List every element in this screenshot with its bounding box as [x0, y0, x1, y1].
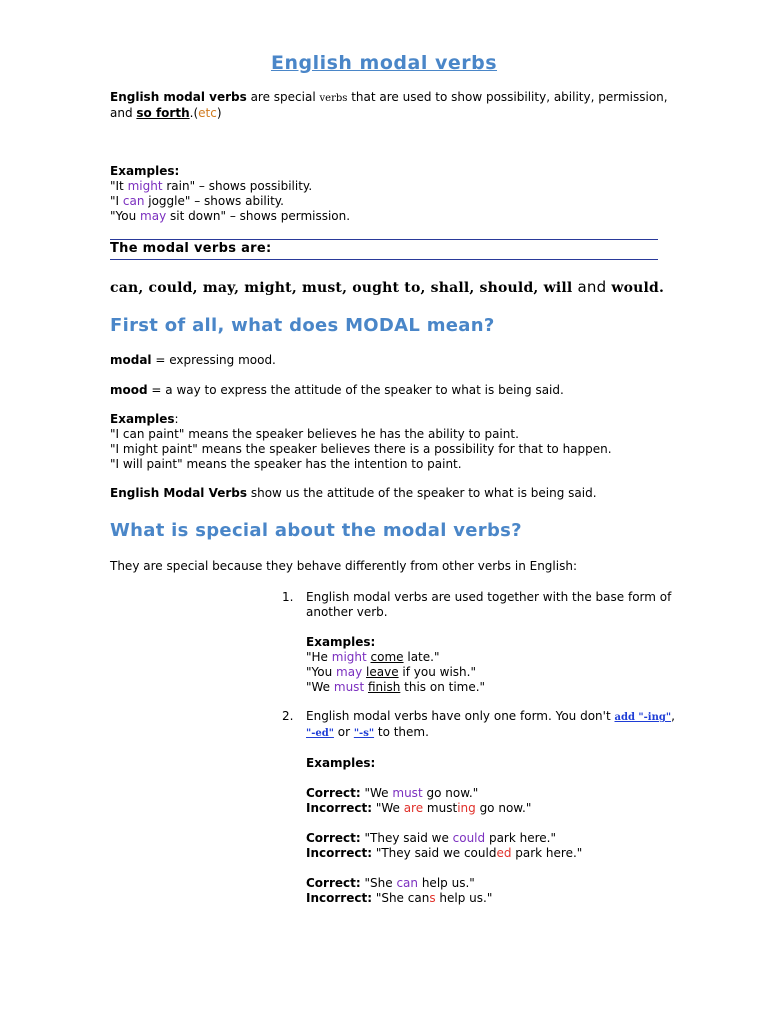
modal-word: may: [336, 665, 363, 679]
incorrect-example: Incorrect: "She cans help us.": [306, 891, 493, 905]
list-number: 1.: [282, 590, 294, 604]
section-heading-modal: First of all, what does MODAL mean?: [110, 315, 495, 336]
error-suffix: ing: [457, 801, 476, 815]
s-link[interactable]: "-s": [353, 728, 375, 739]
summary-text: show us the attitude of the speaker to what is being said.: [247, 486, 597, 500]
example-line: "You may sit down" – shows permission.: [110, 209, 351, 223]
modal-definition: [110, 353, 670, 368]
mood-def-text: = a way to express the attitude of the speaker to what is being said.: [147, 383, 564, 397]
intro-verbs-word: verbs: [319, 93, 348, 104]
summary-term: English Modal Verbs: [110, 486, 248, 500]
modal-verbs-items: can, could, may, might, must, ought to, shall, should, will: [110, 280, 578, 296]
modal-word: might: [127, 179, 163, 193]
error-word: are: [403, 801, 424, 815]
examples-heading: Examples:: [306, 756, 376, 770]
incorrect-example: Incorrect: "They said we coulded park here.": [306, 846, 583, 860]
examples-block: [110, 164, 670, 224]
example-line: "He might come late.": [306, 650, 440, 664]
modal-word: can: [396, 876, 419, 890]
error-suffix: s: [429, 891, 436, 905]
mood-term: mood: [110, 383, 148, 397]
example-line: "It might rain" – shows possibility.: [110, 179, 313, 193]
example-line: "We must finish this on time.": [306, 680, 486, 694]
examples-heading: Examples: [110, 412, 175, 426]
list-item-text: English modal verbs have only one form. You don't add "-ing", "-ed" or "-s" to them.: [306, 709, 675, 739]
mood-definition: [110, 383, 670, 398]
list-item-1: [282, 590, 686, 695]
correct-example: Correct: "They said we could park here.": [306, 831, 556, 845]
so-forth-link[interactable]: so forth: [136, 106, 190, 120]
examples-heading: Examples:: [306, 635, 376, 649]
example-line: "I can paint" means the speaker believes he has the ability to paint.: [110, 427, 519, 441]
base-verb: leave: [366, 665, 399, 679]
add-ing-link[interactable]: add "-ing": [614, 712, 672, 723]
correct-example: Correct: "We must go now.": [306, 786, 479, 800]
intro-text: that are used to show possibility, ability, permission, and: [110, 90, 668, 120]
modal-term: modal: [110, 353, 152, 367]
divider-bottom: [110, 259, 658, 260]
modal-def-text: = expressing mood.: [151, 353, 276, 367]
list-item-2: [282, 709, 686, 906]
modal-verbs-and: and: [577, 278, 607, 296]
intro-term: English modal verbs: [110, 90, 247, 104]
example-line: "I can joggle" – shows ability.: [110, 194, 284, 208]
example-line: "I will paint" means the speaker has the intention to paint.: [110, 457, 462, 471]
modal-word: can: [122, 194, 145, 208]
modal-verbs-list: [110, 278, 664, 296]
correct-example: Correct: "She can help us.": [306, 876, 475, 890]
incorrect-example: Incorrect: "We are musting go now.": [306, 801, 532, 815]
base-verb: come: [370, 650, 404, 664]
error-suffix: ed: [496, 846, 512, 860]
section-heading-special: What is special about the modal verbs?: [110, 520, 522, 541]
intro-paragraph: [110, 90, 670, 121]
modal-verbs-heading: The modal verbs are:: [110, 241, 272, 256]
modal-summary: [110, 486, 670, 501]
intro-text: ): [216, 106, 222, 120]
modal-word: must: [333, 680, 365, 694]
base-verb: finish: [367, 680, 401, 694]
modal-word: may: [140, 209, 167, 223]
page-title: English modal verbs: [270, 52, 498, 74]
list-number: 2.: [282, 709, 294, 723]
ed-link[interactable]: "-ed": [306, 728, 334, 739]
list-item-text: English modal verbs are used together with the base form of another verb.: [306, 590, 672, 619]
etc-text: etc: [198, 106, 217, 120]
intro-text: .(: [189, 106, 199, 120]
special-lead: They are special because they behave differently from other verbs in English:: [110, 559, 577, 573]
divider-top: [110, 239, 658, 240]
modal-verbs-last: would.: [606, 280, 665, 296]
modal-word: could: [452, 831, 486, 845]
example-line: "You may leave if you wish.": [306, 665, 476, 679]
intro-text: are special: [246, 90, 320, 104]
mood-examples: Examples: "I can paint" means the speaker believes he has the ability to paint. "I might paint" means the speaker believes there is a possibility for that to happen. "I will paint" means the speaker has the intention to paint.: [110, 412, 670, 472]
modal-word: must: [392, 786, 423, 800]
example-line: "I might paint" means the speaker believes there is a possibility for that to happen.: [110, 442, 612, 456]
modal-word: might: [331, 650, 367, 664]
examples-heading: Examples:: [110, 164, 180, 178]
